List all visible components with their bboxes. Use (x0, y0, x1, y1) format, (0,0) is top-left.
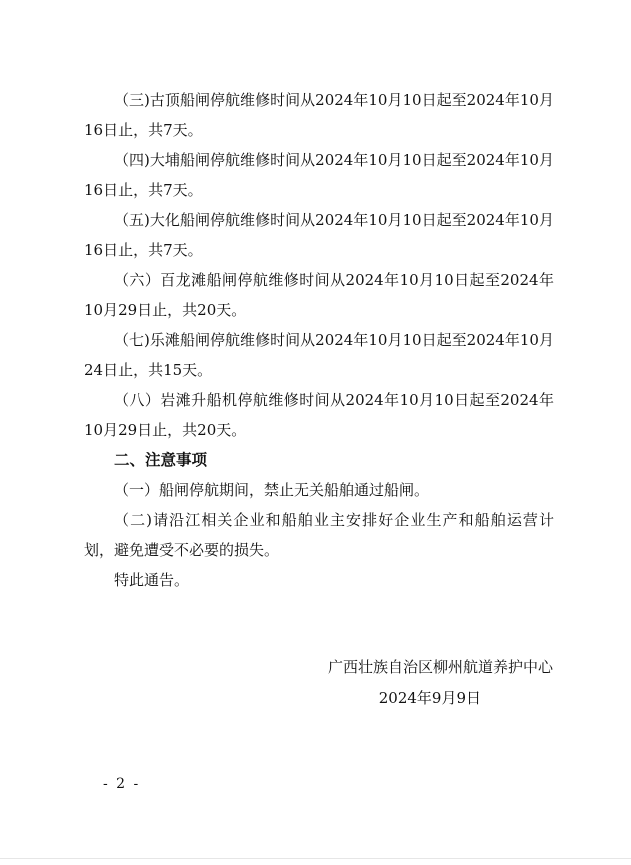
notice-item-2: （二)请沿江相关企业和船舶业主安排好企业生产和船舶运营计划，避免遭受不必要的损失。 (84, 511, 554, 559)
issuing-organization: 广西壮族自治区柳州航道养护中心 (327, 658, 553, 676)
maintenance-item-7: （七)乐滩船闸停航维修时间从2024年10月10日起至2024年10月24日止，共15天。 (84, 331, 554, 379)
page-number: - 2 - (103, 776, 141, 792)
section-heading-notes: 二、注意事项 (114, 450, 208, 469)
maintenance-item-5: （五)大化船闸停航维修时间从2024年10月10日起至2024年10月16日止，共7天。 (84, 211, 554, 259)
issue-date: 2024年9月9日 (378, 689, 481, 707)
maintenance-item-8: （八）岩滩升船机停航维修时间从2024年10月10日起至2024年10月29日止，共20天。 (84, 391, 554, 439)
closing-statement: 特此通告。 (114, 571, 190, 589)
maintenance-item-6: （六）百龙滩船闸停航维修时间从2024年10月10日起至2024年10月29日止，共20天。 (84, 271, 554, 319)
notice-item-1: （一）船闸停航期间，禁止无关船舶通过船闸。 (114, 481, 430, 499)
maintenance-item-4: （四)大埔船闸停航维修时间从2024年10月10日起至2024年10月16日止，共7天。 (84, 151, 554, 199)
maintenance-item-3: （三)古顶船闸停航维修时间从2024年10月10日起至2024年10月16日止，共7天。 (84, 91, 554, 139)
page-bottom-edge (0, 858, 631, 859)
